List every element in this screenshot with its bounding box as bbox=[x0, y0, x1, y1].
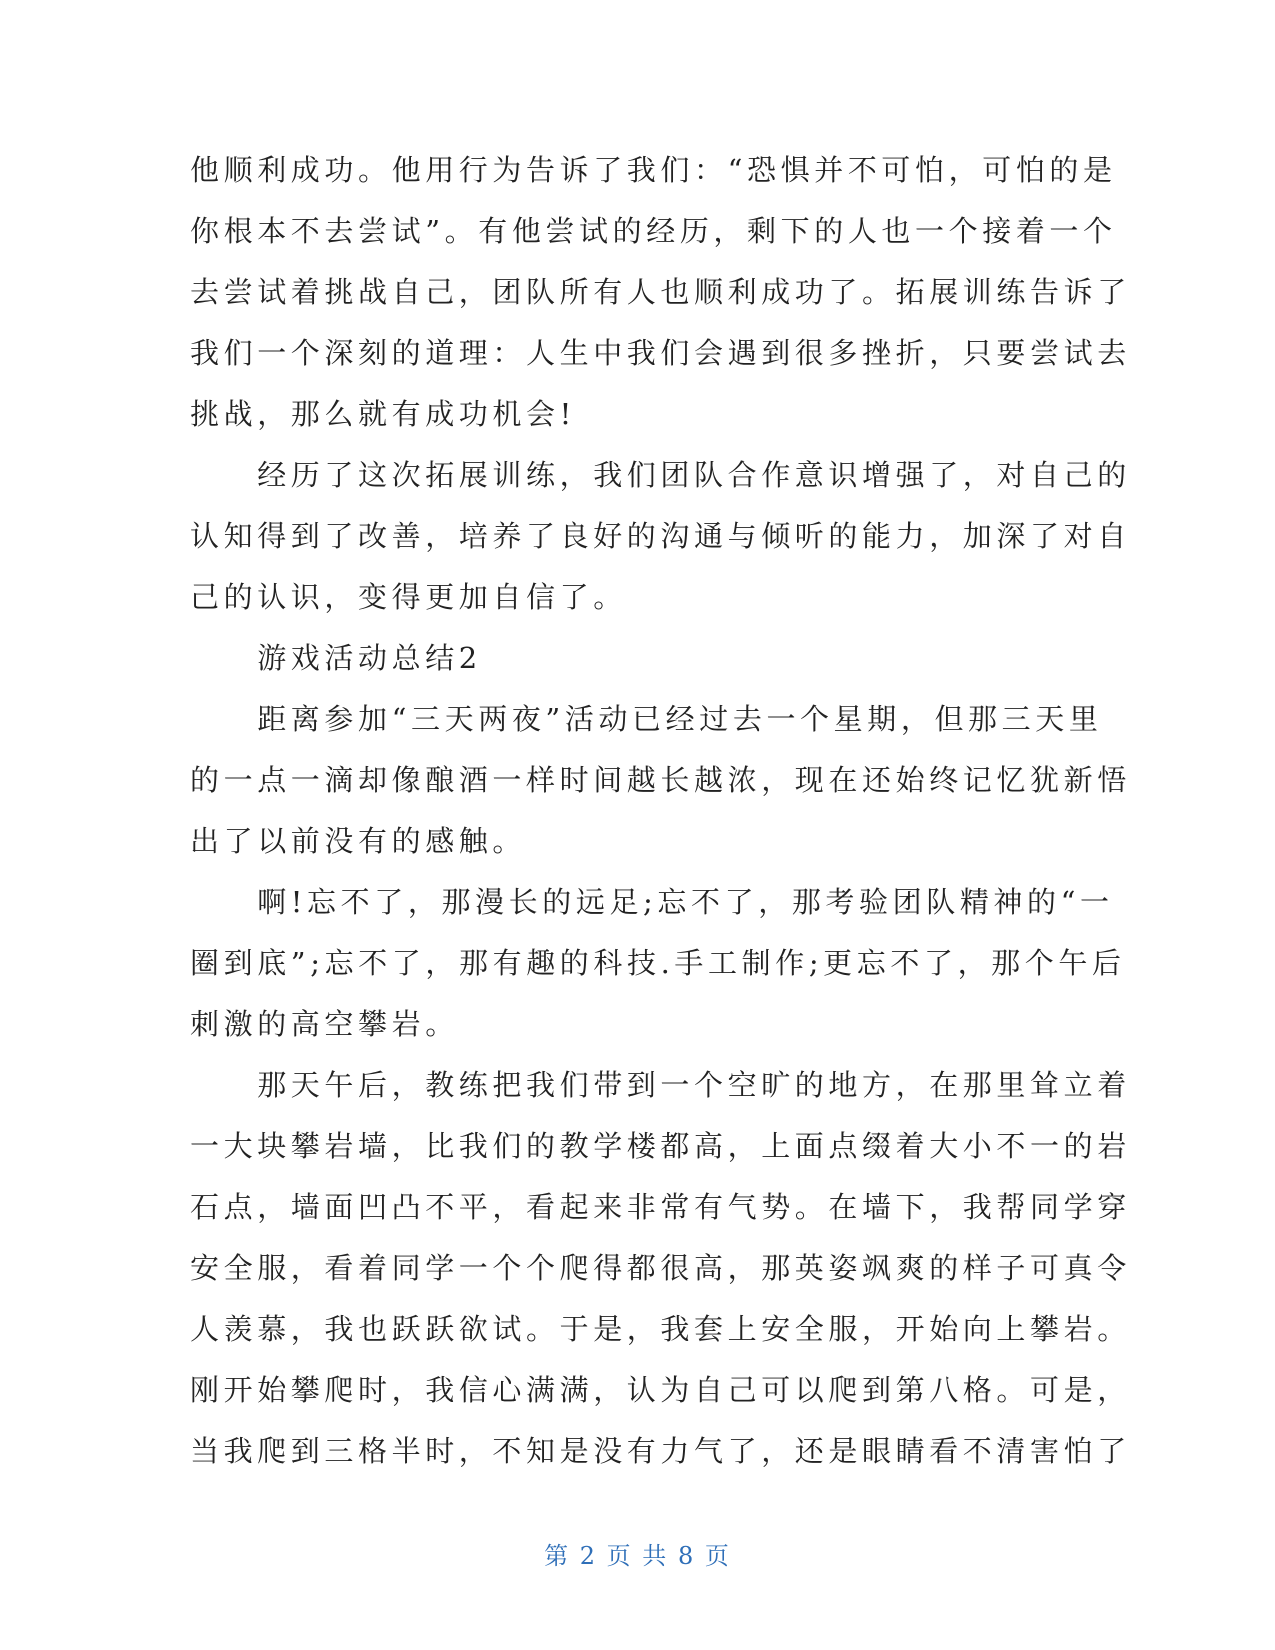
paragraph-line: 啊!忘不了，那漫长的远足;忘不了，那考验团队精神的“一 bbox=[190, 885, 1114, 919]
text-line: 你根本不去尝试”。有他尝试的经历，剩下的人也一个接着一个 bbox=[190, 214, 1117, 248]
text-line: 认知得到了改善，培养了良好的沟通与倾听的能力，加深了对自 bbox=[190, 519, 1131, 553]
text-line: 刺激的高空攀岩。 bbox=[190, 1007, 459, 1041]
text-line: 一大块攀岩墙，比我们的教学楼都高，上面点缀着大小不一的岩 bbox=[190, 1129, 1131, 1163]
text-line: 人羡慕，我也跃跃欲试。于是，我套上安全服，开始向上攀岩。 bbox=[190, 1312, 1131, 1346]
page-number-footer: 第 2 页 共 8 页 bbox=[544, 1542, 731, 1570]
text-line: 安全服，看着同学一个个爬得都很高，那英姿飒爽的样子可真令 bbox=[190, 1251, 1131, 1285]
paragraph-line: 距离参加“三天两夜”活动已经过去一个星期，但那三天里 bbox=[190, 702, 1103, 736]
text-line: 我们一个深刻的道理：人生中我们会遇到很多挫折，只要尝试去 bbox=[190, 336, 1131, 370]
text-line: 石点，墙面凹凸不平，看起来非常有气势。在墙下，我帮同学穿 bbox=[190, 1190, 1131, 1224]
text-line: 己的认识，变得更加自信了。 bbox=[190, 580, 627, 614]
document-body bbox=[190, 140, 1131, 1482]
text-line: 当我爬到三格半时，不知是没有力气了，还是眼睛看不清害怕了 bbox=[190, 1434, 1131, 1468]
text-line: 出了以前没有的感触。 bbox=[190, 824, 527, 858]
text-line: 挑战，那么就有成功机会! bbox=[190, 397, 576, 431]
paragraph-line: 那天午后，教练把我们带到一个空旷的地方，在那里耸立着 bbox=[190, 1068, 1131, 1102]
paragraph-line: 经历了这次拓展训练，我们团队合作意识增强了，对自己的 bbox=[190, 458, 1131, 492]
text-line: 去尝试着挑战自己，团队所有人也顺利成功了。拓展训练告诉了 bbox=[190, 275, 1131, 309]
text-line: 的一点一滴却像酿酒一样时间越长越浓，现在还始终记忆犹新悟 bbox=[190, 763, 1131, 797]
section-heading: 游戏活动总结2 bbox=[190, 641, 482, 675]
text-line: 他顺利成功。他用行为告诉了我们：“恐惧并不可怕，可怕的是 bbox=[190, 153, 1117, 187]
text-line: 圈到底”;忘不了，那有趣的科技.手工制作;更忘不了，那个午后 bbox=[190, 946, 1126, 980]
text-line: 刚开始攀爬时，我信心满满，认为自己可以爬到第八格。可是， bbox=[190, 1373, 1131, 1407]
